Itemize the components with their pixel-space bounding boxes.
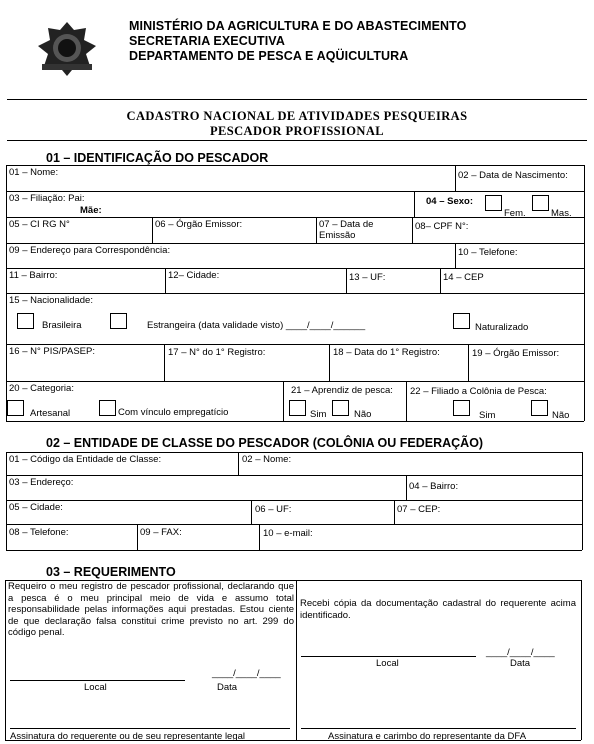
- field-18-data-registro[interactable]: 18 – Data do 1° Registro:: [333, 347, 440, 358]
- field-19-orgao-emissor[interactable]: 19 – Órgão Emissor:: [472, 348, 560, 359]
- ministry-name: MINISTÉRIO DA AGRICULTURA E DO ABASTECIMENTO: [129, 19, 467, 33]
- sexo-mas-checkbox[interactable]: [532, 195, 549, 211]
- naturalizado-label: Naturalizado: [475, 322, 529, 333]
- field-22-filiado-colonia: 22 – Filiado a Colônia de Pesca:: [410, 386, 547, 397]
- right-local-label: Local: [376, 658, 399, 669]
- field-20-categoria: 20 – Categoria:: [9, 383, 74, 394]
- field-10-telefone[interactable]: 10 – Telefone:: [458, 247, 518, 258]
- field-04-sexo: 04 – Sexo:: [426, 196, 473, 207]
- field-15-nacionalidade: 15 – Nacionalidade:: [9, 295, 93, 306]
- field-12-cidade[interactable]: 12– Cidade:: [168, 270, 220, 281]
- sexo-fem-checkbox[interactable]: [485, 195, 502, 211]
- field-03-filiacao-pai[interactable]: 03 – Filiação: Pai:: [9, 193, 85, 204]
- entidade-07-cep[interactable]: 07 – CEP:: [397, 504, 441, 515]
- brasao-emblem: [34, 20, 100, 78]
- entidade-04-bairro[interactable]: 04 – Bairro:: [409, 481, 459, 492]
- field-07-data-emissao-label[interactable]: 07 – Data de: [319, 219, 374, 230]
- signature-representante-dfa[interactable]: Assinatura e carimbo do representante da DFA: [328, 731, 527, 742]
- form-subtitle: PESCADOR PROFISSIONAL: [209, 124, 385, 138]
- aprendiz-sim-checkbox[interactable]: [289, 400, 306, 416]
- field-09-endereco[interactable]: 09 – Endereço para Correspondência:: [9, 245, 171, 256]
- aprendiz-sim-label: Sim: [310, 409, 327, 420]
- sexo-fem-label: Fem.: [504, 208, 526, 219]
- field-05-ci-rg[interactable]: 05 – CI RG N°: [9, 219, 70, 230]
- field-16-pis-pasep[interactable]: 16 – N° PIS/PASEP:: [9, 346, 95, 357]
- left-data-label: Data: [217, 682, 238, 693]
- vinculo-label: Com vínculo empregatício: [118, 407, 229, 418]
- aprendiz-nao-label: Não: [354, 409, 372, 420]
- brasileira-checkbox[interactable]: [17, 313, 34, 329]
- colonia-sim-label: Sim: [479, 410, 496, 421]
- form-title: CADASTRO NACIONAL DE ATIVIDADES PESQUEIRAS: [126, 109, 468, 123]
- vinculo-checkbox[interactable]: [99, 400, 116, 416]
- left-local-label: Local: [84, 682, 107, 693]
- field-07-emissao-label: Emissão: [319, 230, 356, 241]
- section1-heading: 01 – IDENTIFICAÇÃO DO PESCADOR: [46, 151, 269, 165]
- entidade-05-cidade[interactable]: 05 – Cidade:: [9, 502, 63, 513]
- entidade-06-uf[interactable]: 06 – UF:: [255, 504, 292, 515]
- colonia-sim-checkbox[interactable]: [453, 400, 470, 416]
- entidade-09-fax[interactable]: 09 – FAX:: [140, 527, 182, 538]
- entidade-08-telefone[interactable]: 08 – Telefone:: [9, 527, 69, 538]
- field-21-aprendiz: 21 – Aprendiz de pesca:: [291, 385, 393, 396]
- section2-heading: 02 – ENTIDADE DE CLASSE DO PESCADOR (COLÔNIA OU FEDERAÇÃO): [46, 436, 484, 450]
- brasileira-label: Brasileira: [42, 320, 82, 331]
- field-06-orgao-emissor[interactable]: 06 – Órgão Emissor:: [155, 219, 243, 230]
- sexo-mas-label: Mas.: [551, 208, 572, 219]
- entidade-03-endereco[interactable]: 03 – Endereço:: [9, 477, 74, 488]
- requerimento-declaracao: Requeiro o meu registro de pescador profissional, declarando que a pesca é o meu principal meio de vida e assumo total responsabilidade pelas informações aqui prestadas. Estou ciente de que declaração falsa constitui crime previsto no art. 299 do código penal.: [8, 581, 294, 639]
- naturalizado-checkbox[interactable]: [453, 313, 470, 329]
- secretariat-name: SECRETARIA EXECUTIVA: [129, 34, 285, 48]
- field-03-filiacao-mae[interactable]: Mãe:: [80, 205, 102, 216]
- estrangeira-checkbox[interactable]: [110, 313, 127, 329]
- field-08-cpf[interactable]: 08– CPF N°:: [415, 221, 469, 232]
- right-data-label: Data: [510, 658, 531, 669]
- signature-requerente[interactable]: Assinatura do requerente ou de seu representante legal: [10, 731, 246, 742]
- right-date-blank[interactable]: ____/____/____: [486, 647, 555, 658]
- field-11-bairro[interactable]: 11 – Bairro:: [9, 270, 58, 281]
- colonia-nao-label: Não: [552, 410, 570, 421]
- artesanal-checkbox[interactable]: [7, 400, 24, 416]
- field-01-nome[interactable]: 01 – Nome:: [9, 167, 59, 178]
- recebimento-declaracao: Recebi cópia da documentação cadastral do requerente acima identificado.: [300, 598, 576, 621]
- colonia-nao-checkbox[interactable]: [531, 400, 548, 416]
- estrangeira-label: Estrangeira (data validade visto) ____/____/______: [147, 320, 366, 331]
- section3-heading: 03 – REQUERIMENTO: [46, 565, 176, 579]
- artesanal-label: Artesanal: [30, 408, 71, 419]
- field-17-numero-registro[interactable]: 17 – N° do 1° Registro:: [168, 347, 266, 358]
- entidade-02-nome[interactable]: 02 – Nome:: [242, 454, 292, 465]
- entidade-10-email[interactable]: 10 – e-mail:: [263, 528, 313, 539]
- department-name: DEPARTAMENTO DE PESCA E AQÜICULTURA: [129, 49, 409, 63]
- left-date-blank[interactable]: ____/____/____: [212, 668, 281, 679]
- field-14-cep[interactable]: 14 – CEP: [443, 272, 484, 283]
- aprendiz-nao-checkbox[interactable]: [332, 400, 349, 416]
- field-02-data-nascimento[interactable]: 02 – Data de Nascimento:: [458, 170, 568, 181]
- field-13-uf[interactable]: 13 – UF:: [349, 272, 386, 283]
- entidade-01-codigo[interactable]: 01 – Código da Entidade de Classe:: [9, 454, 162, 465]
